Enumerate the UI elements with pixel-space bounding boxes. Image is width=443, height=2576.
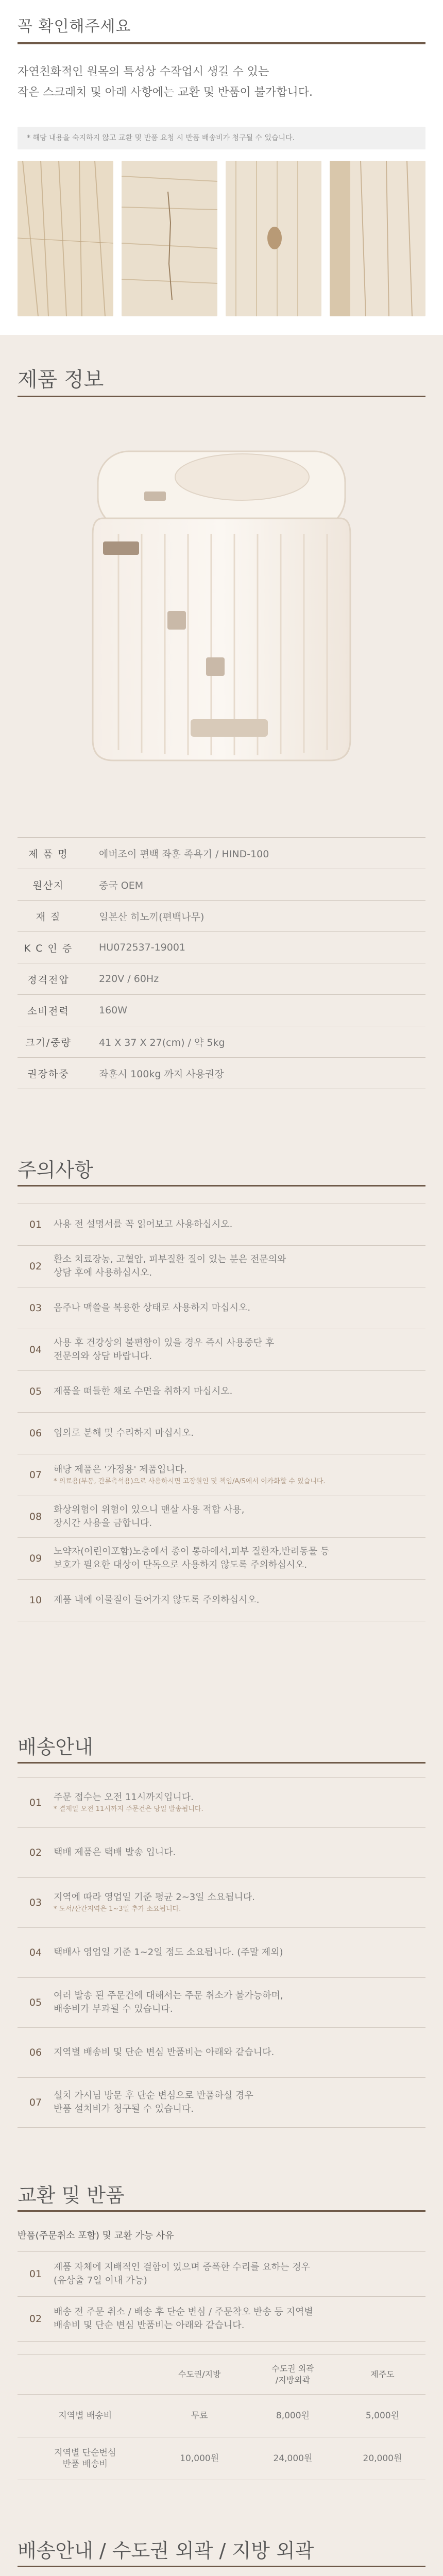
item-main-text: 지역별 배송비 및 단순 변심 반품비는 아래와 같습니다. [54, 2047, 275, 2058]
item-main-text: 택배 제품은 택배 발송 입니다. [54, 1847, 176, 1858]
wood-knot-photo [226, 161, 321, 316]
list-item [18, 1370, 425, 1412]
item-text [54, 1380, 425, 1403]
list-item [18, 1454, 425, 1496]
exchange-subtitle: 반품(주문취소 포함) 및 교환 가능 사유 [18, 2230, 174, 2241]
item-main-text: 해당 제품은 '가정용' 제품입니다. [54, 1464, 187, 1475]
spec-label: 소비전력 [27, 1005, 70, 1017]
item-number: 02 [29, 2313, 42, 2325]
list-item [18, 1579, 425, 1621]
item-main-text: 여러 발송 된 주문건에 대해서는 주문 취소가 불가능하며, 배송비가 부과될 수 있습니다. [54, 1990, 283, 2014]
item-text [54, 1941, 425, 1964]
caution-title: 주의사항 [18, 1159, 93, 1181]
list-item [18, 1537, 425, 1579]
list-item [18, 1927, 425, 1977]
spec-row [18, 963, 425, 994]
list-item [18, 1496, 425, 1537]
spec-value: 중국 OEM [99, 879, 144, 891]
item-text [54, 2084, 425, 2121]
item-main-text: 노약자(어린이포함)노층에서 종이 통하에서,피부 질환자,반려동물 등 보호가 필요한 대상이 단독으로 사용하지 않도록 주의하십시오. [54, 1546, 330, 1570]
item-number: 04 [29, 1344, 42, 1355]
item-number: 02 [29, 1261, 42, 1272]
list-item [18, 1412, 425, 1454]
item-number: 01 [29, 1219, 42, 1230]
item-main-text: 임의로 분해 및 수리하지 마십시오. [54, 1428, 194, 1438]
spec-value: 에버조이 편백 좌훈 족욕기 / HIND-100 [99, 848, 269, 860]
item-main-text: 제품을 떠들한 채로 수면을 취하지 마십시오. [54, 1386, 233, 1397]
wood-grain-photo [18, 161, 113, 316]
item-main-text: 사용 후 건강상의 불편함이 있을 경우 즉시 사용중단 후 전문의와 상담 바랍니다. [54, 1337, 275, 1362]
spec-label: K C 인 증 [24, 942, 73, 954]
item-number: 01 [29, 1797, 42, 1808]
exchange-title: 교환 및 반품 [18, 2184, 125, 2207]
item-text [54, 2041, 425, 2064]
spec-row [18, 869, 425, 900]
region-title: 배송안내 / 수도권 외곽 / 지방 외곽 [18, 2539, 314, 2562]
spec-title: 제품 정보 [18, 368, 104, 392]
item-sub-note: * 결제일 오전 11시까지 주문건은 당일 발송됩니다. [54, 1805, 203, 1813]
exchange-divider [18, 2210, 425, 2212]
wood-panel-photo [330, 161, 425, 316]
item-text [54, 1296, 425, 1320]
list-item [18, 1329, 425, 1370]
fee-table-row [18, 2437, 425, 2480]
fee-header-cell: 제주도 [339, 2355, 425, 2395]
item-text [54, 2300, 425, 2337]
item-text [54, 1540, 425, 1577]
spec-row [18, 1057, 425, 1089]
item-main-text: 환소 치료장농, 고혈압, 피부질환 질이 있는 분은 전문의와 상담 후에 사용하십시오. [54, 1254, 286, 1278]
spec-label: 재 질 [36, 911, 61, 923]
foot-spa-product-image [72, 431, 371, 781]
fee-cell: 24,000원 [246, 2437, 339, 2480]
item-text [54, 1331, 425, 1368]
item-text [54, 1786, 425, 1820]
notice-note: * 해당 내용을 숙지하지 않고 교환 및 반품 요청 시 반품 배송비가 청구될 수 있습니다. [18, 127, 425, 149]
item-number: 08 [29, 1511, 42, 1522]
spec-value: 220V / 60Hz [99, 973, 159, 985]
item-number: 04 [29, 1947, 42, 1958]
notice-divider [18, 42, 425, 44]
spec-row [18, 900, 425, 931]
item-number: 01 [29, 2268, 42, 2280]
item-text [54, 1248, 425, 1285]
fee-header-cell: 수도권 외곽 /지방외곽 [246, 2355, 339, 2395]
list-item [18, 1877, 425, 1927]
spec-label: 제 품 명 [28, 848, 69, 860]
notice-title: 꼭 확인해주세요 [18, 18, 131, 36]
item-number: 02 [29, 1847, 42, 1858]
list-item [18, 1827, 425, 1877]
spec-divider [18, 396, 425, 397]
item-number: 07 [29, 1469, 42, 1481]
spec-row [18, 994, 425, 1026]
fee-header-cell [18, 2355, 152, 2395]
list-item [18, 2251, 425, 2296]
fee-header-cell: 수도권/지방 [152, 2355, 246, 2395]
item-main-text: 택배사 영업일 기준 1~2일 정도 소요됩니다. (주말 제외) [54, 1947, 283, 1958]
notice-text: 자연친화적인 원목의 특성상 수작업시 생길 수 있는 작은 스크래치 및 아래 사항에는 교환 및 반품이 불가합니다. [18, 65, 313, 99]
notice-section [0, 0, 443, 335]
shipping-fee-table [18, 2354, 425, 2480]
list-item [18, 1777, 425, 1827]
item-number: 03 [29, 1302, 42, 1314]
item-main-text: 제품 내에 이물질이 들어가지 않도록 주의하십시오. [54, 1595, 260, 1605]
spec-row [18, 1026, 425, 1057]
item-text [54, 1213, 425, 1236]
spec-label: 크기/중량 [25, 1037, 72, 1048]
fee-cell: 8,000원 [246, 2395, 339, 2437]
region-divider [18, 2566, 425, 2567]
fee-cell: 20,000원 [339, 2437, 425, 2480]
spec-value: 좌훈시 100kg 까지 사용권장 [99, 1068, 224, 1080]
spec-value: 160W [99, 1005, 128, 1016]
spec-label: 권장하중 [27, 1068, 70, 1080]
fee-cell: 지역별 단순변심 반품 배송비 [18, 2437, 152, 2480]
item-text [54, 1886, 425, 1920]
spec-label: 원산지 [32, 879, 64, 891]
item-number: 05 [29, 1997, 42, 2008]
item-main-text: 주문 접수는 오전 11시까지입니다. [54, 1792, 194, 1803]
item-number: 06 [29, 1428, 42, 1439]
spec-value: 41 X 37 X 27(cm) / 약 5kg [99, 1037, 225, 1048]
spec-value: 일본산 히노끼(편백나무) [99, 911, 205, 923]
item-main-text: 제품 자체에 지배적인 결함이 있으며 증폭한 수리를 요하는 경우 (유상출 7일 이내 가능) [54, 2262, 310, 2286]
delivery-title: 배송안내 [18, 1736, 93, 1758]
item-text [54, 1421, 425, 1445]
item-text [54, 1588, 425, 1612]
delivery-divider [18, 1762, 425, 1764]
item-number: 03 [29, 1897, 42, 1908]
spec-table [18, 837, 425, 1089]
delivery-list [18, 1777, 425, 2128]
fee-cell: 지역별 배송비 [18, 2395, 152, 2437]
fee-cell: 무료 [152, 2395, 246, 2437]
spec-row [18, 837, 425, 869]
list-item [18, 1287, 425, 1329]
fee-cell: 10,000원 [152, 2437, 246, 2480]
item-text [54, 1498, 425, 1535]
item-number: 07 [29, 2097, 42, 2108]
item-main-text: 음주나 맥쓸을 복용한 상태로 사용하지 마십시오. [54, 1302, 251, 1313]
item-number: 05 [29, 1386, 42, 1397]
item-text [54, 1458, 425, 1492]
spec-row [18, 931, 425, 963]
list-item [18, 2027, 425, 2077]
spec-label: 정격전압 [27, 974, 70, 986]
item-sub-note: * 의료용(부동, 간류측석용)으로 사용하시면 고장원인 및 책임/A/S에서 이카화할 수 있습니다. [54, 1478, 326, 1485]
item-main-text: 사용 전 설명서를 꼭 읽어보고 사용하십시오. [54, 1219, 233, 1230]
item-main-text: 지역에 따라 영업일 기준 평균 2~3일 소요됩니다. [54, 1892, 255, 1903]
list-item [18, 2077, 425, 2128]
item-sub-note: * 도서/산간지역은 1~3일 추가 소요됩니다. [54, 1905, 181, 1913]
caution-list [18, 1204, 425, 1621]
item-number: 06 [29, 2047, 42, 2058]
item-main-text: 화상위험이 위험이 있으니 맨살 사용 적합 사용, 장시간 사용을 금합니다. [54, 1504, 245, 1529]
list-item [18, 1245, 425, 1287]
item-text [54, 2256, 425, 2293]
item-main-text: 배송 전 주문 취소 / 배송 후 단순 변심 / 주문착오 반송 등 지역별 배송비 및 단순 변심 반품비는 아래와 같습니다. [54, 2307, 313, 2331]
spec-value: HU072537-19001 [99, 942, 186, 953]
list-item [18, 2296, 425, 2342]
wood-crack-photo [122, 161, 217, 316]
caution-divider [18, 1185, 425, 1187]
item-text [54, 1984, 425, 2021]
item-number: 09 [29, 1553, 42, 1564]
list-item [18, 1977, 425, 2027]
item-main-text: 설치 가시님 방문 후 단순 변심으로 반품하실 경우 반품 설치비가 청구될 수 있습니다. [54, 2090, 253, 2114]
item-number: 10 [29, 1595, 42, 1606]
item-text [54, 1841, 425, 1865]
fee-table-row [18, 2395, 425, 2437]
fee-cell: 5,000원 [339, 2395, 425, 2437]
fee-table-header [18, 2355, 425, 2395]
exchange-list [18, 2251, 425, 2342]
list-item [18, 1204, 425, 1245]
